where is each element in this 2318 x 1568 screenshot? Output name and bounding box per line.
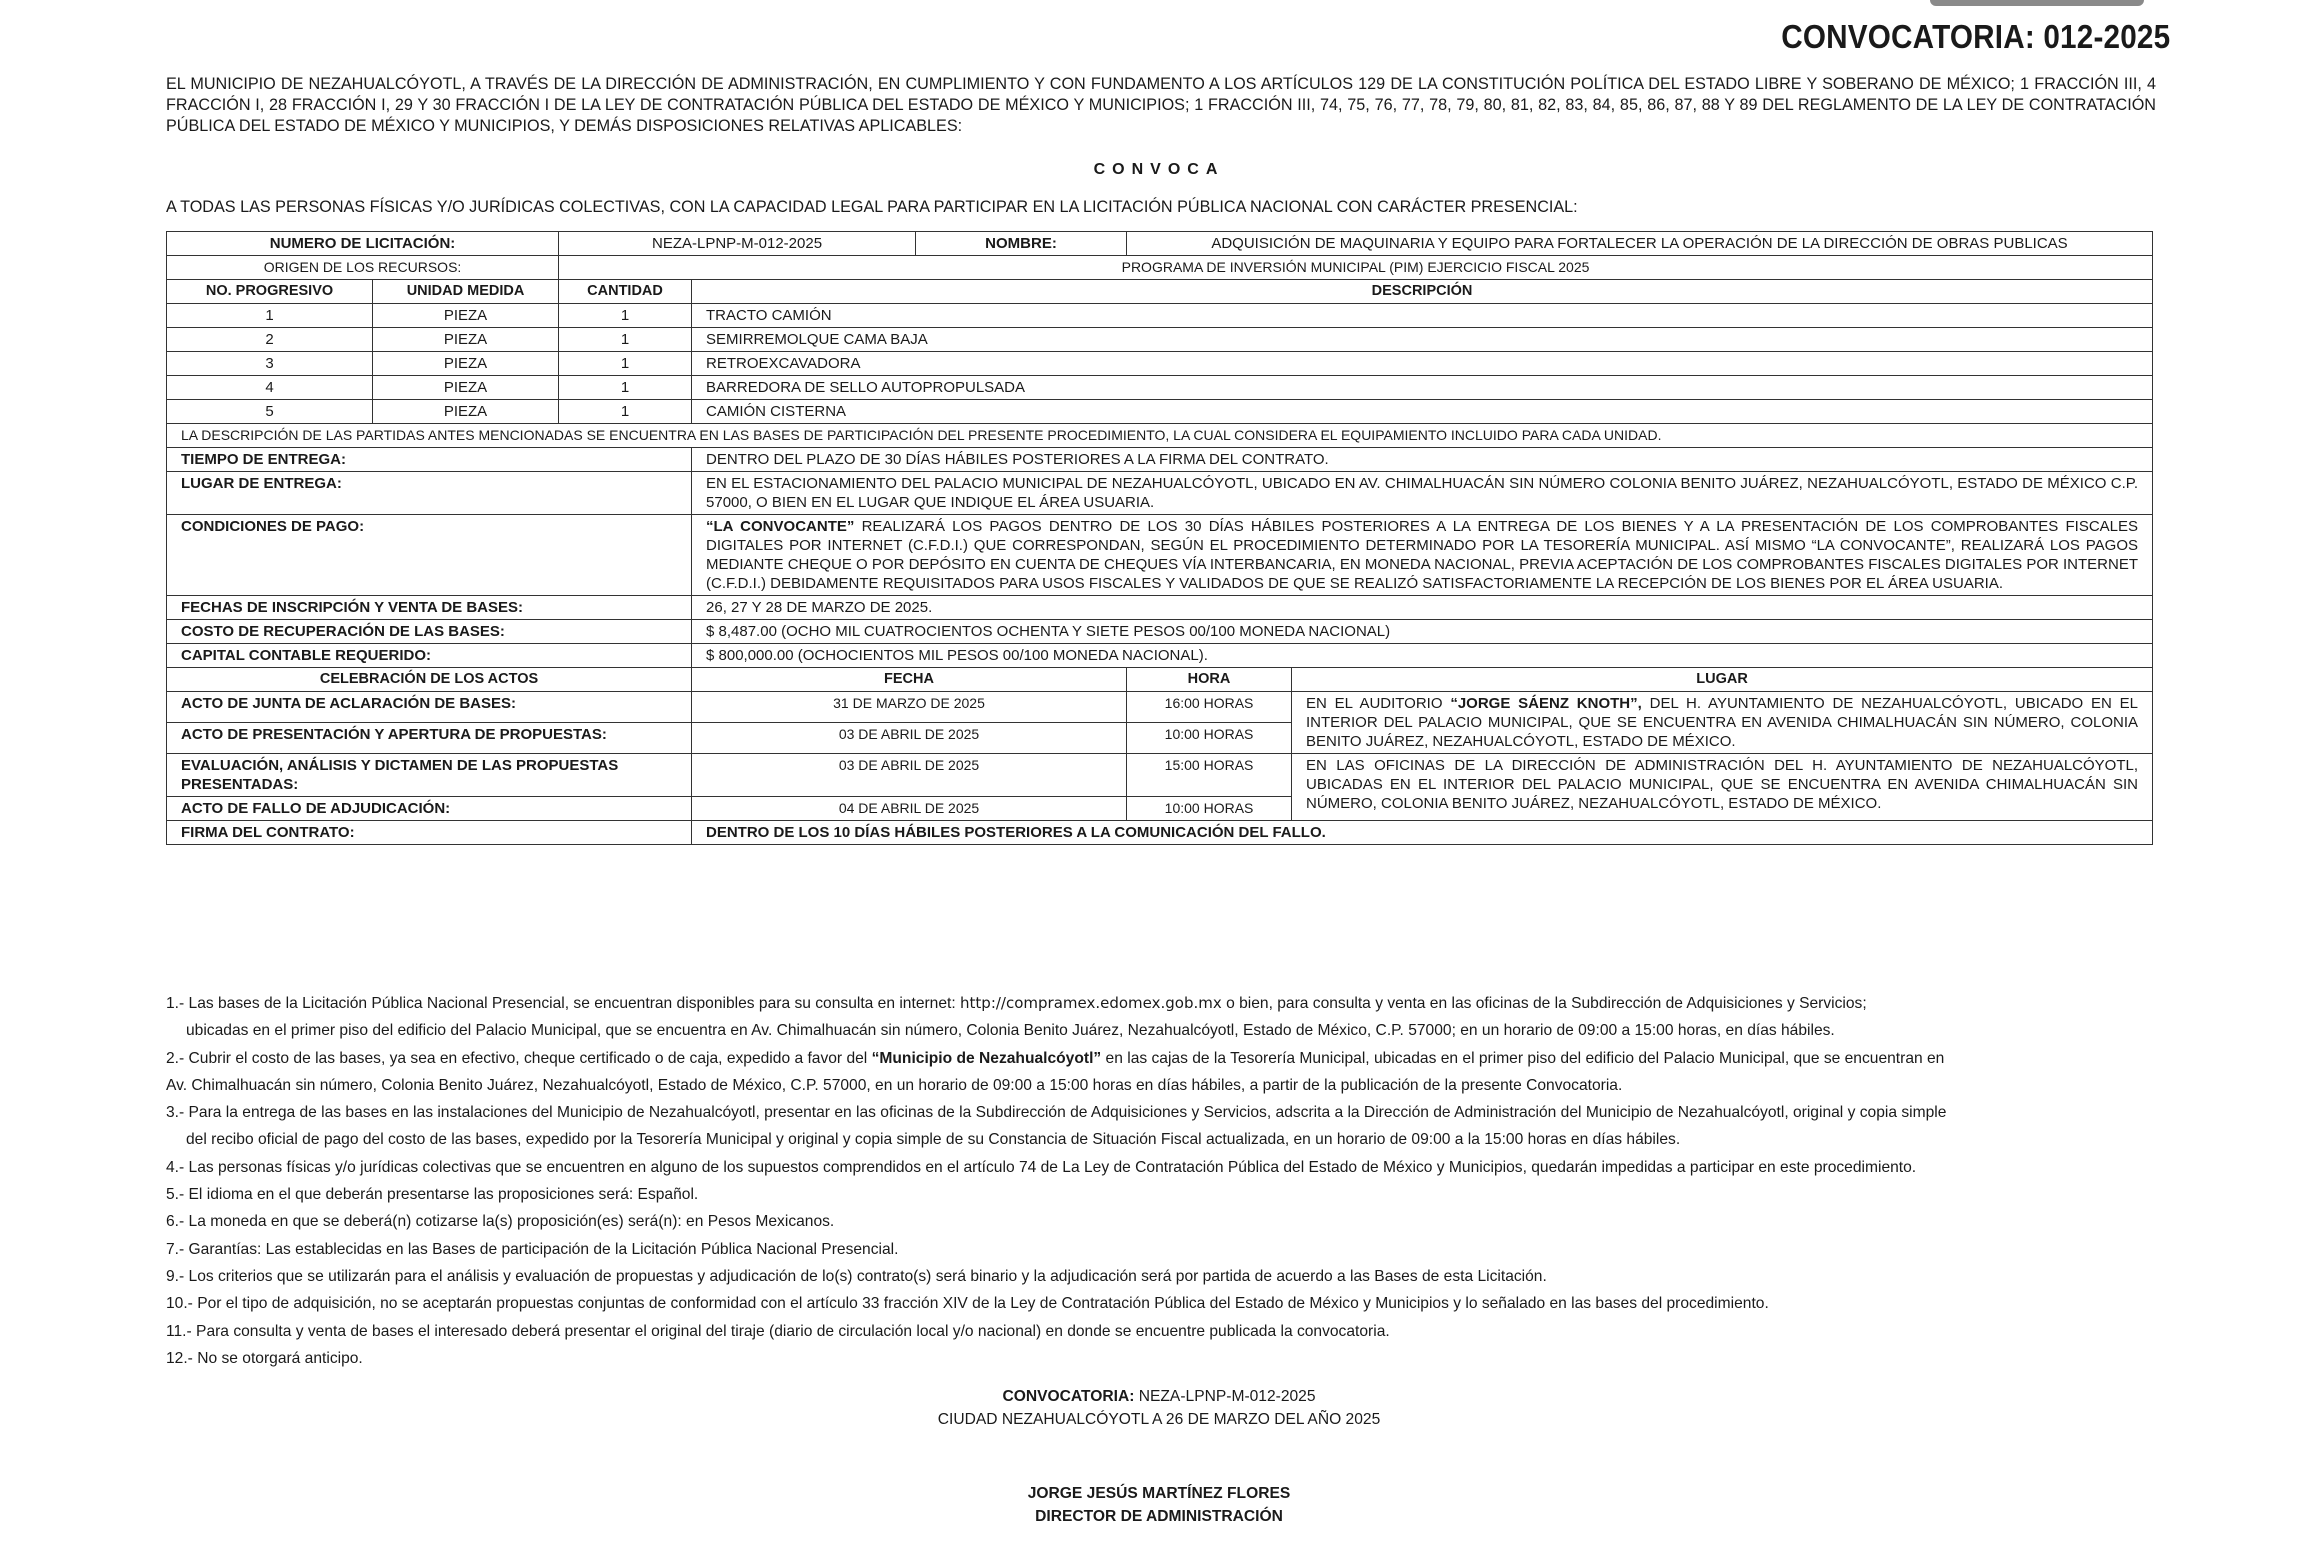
municipio-bold: “Municipio de Nezahualcóyotl”	[871, 1049, 1102, 1067]
col-header-celebracion: CELEBRACIÓN DE LOS ACTOS	[167, 668, 692, 692]
item-unidad: PIEZA	[373, 376, 559, 400]
acto-hora: 10:00 HORAS	[1127, 797, 1292, 821]
firma-row	[167, 821, 2153, 845]
invitation-line: A TODAS LAS PERSONAS FÍSICAS Y/O JURÍDICAS COLECTIVAS, CON LA CAPACIDAD LEGAL PARA PARTICIPAR EN LA LICITACIÓN PÚBLICA NACIONAL CON CARÁCTER PRESENCIAL:	[166, 198, 1578, 216]
acto-name: EVALUACIÓN, ANÁLISIS Y DICTAMEN DE LAS PROPUESTAS PRESENTADAS:	[167, 754, 692, 797]
footer-convocatoria-line	[0, 1385, 2318, 1408]
capital-contable-label: CAPITAL CONTABLE REQUERIDO:	[167, 644, 692, 668]
item-unidad: PIEZA	[373, 328, 559, 352]
fechas-inscripcion-label: FECHAS DE INSCRIPCIÓN Y VENTA DE BASES:	[167, 596, 692, 620]
note-2-text: 2.- Cubrir el costo de las bases, ya sea en efectivo, cheque certificado o de caja, expedido a favor del	[166, 1049, 872, 1067]
footer-conv-label: CONVOCATORIA:	[1002, 1388, 1135, 1405]
acto-row	[167, 692, 2153, 723]
note-2-line-2: Av. Chimalhuacán sin número, Colonia Benito Juárez, Nezahualcóyotl, Estado de México, C.P. 57000, en un horario de 09:00 a 15:00 horas en días hábiles, a partir de la publicación de la presente Convocatoria.	[166, 1076, 1623, 1094]
col-header-lugar: LUGAR	[1292, 668, 2153, 692]
costo-row	[167, 620, 2153, 644]
acto-lugar-auditorio	[1292, 692, 2153, 754]
numero-licitacion-value: NEZA-LPNP-M-012-2025	[559, 232, 916, 256]
item-no: 2	[167, 328, 373, 352]
item-no: 1	[167, 304, 373, 328]
nota-partidas-row	[167, 424, 2153, 448]
tiempo-entrega-label: TIEMPO DE ENTREGA:	[167, 448, 692, 472]
costo-bases-value: $ 8,487.00 (OCHO MIL CUATROCIENTOS OCHENTA Y SIETE PESOS 00/100 MONEDA NACIONAL)	[692, 620, 2153, 644]
lugar-row	[167, 472, 2153, 515]
lugar-entrega-value: EN EL ESTACIONAMIENTO DEL PALACIO MUNICIPAL DE NEZAHUALCÓYOTL, UBICADO EN AV. CHIMALHUACÁN SIN NÚMERO COLONIA BENITO JUÁREZ, NEZAHUALCÓYOTL, ESTADO DE MÉXICO C.P. 57000, O BIEN EN EL LUGAR QUE INDIQUE EL ÁREA USUARIA.	[692, 472, 2153, 515]
note-11: 11.- Para consulta y venta de bases el interesado deberá presentar el original del tiraje (diario de circulación local y/o nacional) en donde se encuentre publicada la convocatoria.	[166, 1322, 1390, 1340]
note-3-line-2: del recibo oficial de pago del costo de las bases, expedido por la Tesorería Municipal y original y copia simple de su Constancia de Situación Fiscal actualizada, en un horario de 09:00 a la 15:00 horas en días hábiles.	[186, 1131, 1681, 1149]
item-descripcion: RETROEXCAVADORA	[692, 352, 2153, 376]
item-no: 5	[167, 400, 373, 424]
footer-ciudad-fecha: CIUDAD NEZAHUALCÓYOTL A 26 DE MARZO DEL AÑO 2025	[937, 1411, 1381, 1428]
footer-signature	[0, 1482, 2318, 1528]
lugar-auditorio-post: DEL H. AYUNTAMIENTO DE NEZAHUALCÓYOTL, UBICADO EN EL INTERIOR DEL PALACIO MUNICIPAL, QUE SE ENCUENTRA EN AVENIDA CHIMALHUACÁN SIN NÚMERO, COLONIA BENITO JUÁREZ, NEZAHUALCÓYOTL, ESTADO DE MÉXICO.	[1306, 695, 2139, 750]
acto-lugar-oficinas: EN LAS OFICINAS DE LA DIRECCIÓN DE ADMINISTRACIÓN DEL H. AYUNTAMIENTO DE NEZAHUALCÓYOTL, UBICADAS EN EL INTERIOR DEL PALACIO MUNICIPAL, QUE SE ENCUENTRA EN AVENIDA CHIMALHUACÁN SIN NÚMERO, COLONIA BENITO JUÁREZ, NEZAHUALCÓYOTL, ESTADO DE MÉXICO.	[1292, 754, 2153, 821]
pago-row	[167, 515, 2153, 596]
item-unidad: PIEZA	[373, 352, 559, 376]
items-header-row	[167, 280, 2153, 304]
item-row	[167, 328, 2153, 352]
item-row	[167, 376, 2153, 400]
condiciones-pago-text: REALIZARÁ LOS PAGOS DENTRO DE LOS 30 DÍAS HÁBILES POSTERIORES A LA ENTREGA DE LOS BIENES Y A LA PRESENTACIÓN DE LOS COMPROBANTES FISCALES DIGITALES POR INTERNET (C.F.D.I.) QUE CORRESPONDAN, SEGÚN EL PROCEDIMIENTO DETERMINADO POR LA TESORERÍA MUNICIPAL. ASÍ MISMO “LA CONVOCANTE”, REALIZARÁ LOS PAGOS MEDIANTE CHEQUE O POR DEPÓSITO EN CUENTA DE CHEQUES VÍA INTERBANCARIA, EN MONEDA NACIONAL, PREVIA ACEPTACIÓN DE LOS COMPROBANTES FISCALES DIGITALES POR INTERNET (C.F.D.I.) DEBIDAMENTE REQUISITADOS PARA USOS FISCALES Y VALIDADOS DE QUE SE REALIZÓ SATISFACTORIAMENTE LA RECEPCIÓN DE LOS BIENES POR EL ÁREA USUARIA.	[706, 518, 2139, 592]
col-header-fecha: FECHA	[692, 668, 1127, 692]
capital-row	[167, 644, 2153, 668]
item-descripcion: BARREDORA DE SELLO AUTOPROPULSADA	[692, 376, 2153, 400]
item-row	[167, 352, 2153, 376]
acto-name: ACTO DE PRESENTACIÓN Y APERTURA DE PROPUESTAS:	[167, 723, 692, 754]
tiempo-row	[167, 448, 2153, 472]
firma-contrato-value: DENTRO DE LOS 10 DÍAS HÁBILES POSTERIORES A LA COMUNICACIÓN DEL FALLO.	[692, 821, 2153, 845]
note-5: 5.- El idioma en el que deberán presentarse las proposiciones será: Español.	[166, 1186, 699, 1204]
fechas-inscripcion-value: 26, 27 Y 28 DE MARZO DE 2025.	[692, 596, 2153, 620]
convoca-heading: CONVOCA	[1093, 161, 1225, 178]
acto-hora: 16:00 HORAS	[1127, 692, 1292, 723]
fechas-row	[167, 596, 2153, 620]
costo-bases-label: COSTO DE RECUPERACIÓN DE LAS BASES:	[167, 620, 692, 644]
note-1-text-cont: o bien, para consulta y venta en las oficinas de la Subdirección de Adquisiciones y Servicios;	[1221, 995, 1867, 1012]
item-cantidad: 1	[559, 400, 692, 424]
acto-fecha: 31 DE MARZO DE 2025	[692, 692, 1127, 723]
firmante-name: JORGE JESÚS MARTÍNEZ FLORES	[1027, 1485, 1291, 1502]
notes-list	[166, 990, 2126, 1372]
item-cantidad: 1	[559, 376, 692, 400]
note-2	[166, 1045, 2126, 1072]
note-12: 12.- No se otorgará anticipo.	[166, 1349, 363, 1367]
acto-row	[167, 754, 2153, 797]
item-no: 4	[167, 376, 373, 400]
note-9: 9.- Los criterios que se utilizarán para el análisis y evaluación de propuestas y adjudicación de lo(s) contrato(s) será binario y la adjudicación será por partida de acuerdo a las Bases de esta Licitación.	[166, 1267, 1547, 1285]
note-2-text-cont: en las cajas de la Tesorería Municipal, ubicadas en el primer piso del edificio del Palacio Municipal, que se encuentran en	[1101, 1049, 1945, 1067]
actos-header-row	[167, 668, 2153, 692]
footer-convocatoria	[0, 1385, 2318, 1431]
acto-hora: 15:00 HORAS	[1127, 754, 1292, 797]
convocante-bold: “LA CONVOCANTE”	[706, 518, 855, 535]
condiciones-pago-label: CONDICIONES DE PAGO:	[167, 515, 692, 596]
item-unidad: PIEZA	[373, 400, 559, 424]
origen-value: PROGRAMA DE INVERSIÓN MUNICIPAL (PIM) EJERCICIO FISCAL 2025	[559, 256, 2153, 280]
origen-row	[167, 256, 2153, 280]
footer-conv-value: NEZA-LPNP-M-012-2025	[1134, 1388, 1316, 1405]
item-cantidad: 1	[559, 304, 692, 328]
capital-contable-value: $ 800,000.00 (OCHOCIENTOS MIL PESOS 00/100 MONEDA NACIONAL).	[692, 644, 2153, 668]
col-header-hora: HORA	[1127, 668, 1292, 692]
note-1-line-2: ubicadas en el primer piso del edificio del Palacio Municipal, que se encuentra en Av. Chimalhuacán sin número, Colonia Benito Juárez, Nezahualcóyotl, Estado de México, C.P. 57000; en un horario de 09:00 a 15:00 horas, en días hábiles.	[186, 1022, 1835, 1040]
item-no: 3	[167, 352, 373, 376]
tiempo-entrega-value: DENTRO DEL PLAZO DE 30 DÍAS HÁBILES POSTERIORES A LA FIRMA DEL CONTRATO.	[692, 448, 2153, 472]
nombre-label: NOMBRE:	[916, 232, 1127, 256]
acto-hora: 10:00 HORAS	[1127, 723, 1292, 754]
acto-name: ACTO DE FALLO DE ADJUDICACIÓN:	[167, 797, 692, 821]
note-10: 10.- Por el tipo de adquisición, no se aceptarán propuestas conjuntas de conformidad con el artículo 33 fracción XIV de la Ley de Contratación Pública del Estado de México y Municipios y lo señalado en las bases del procedimiento.	[166, 1295, 1769, 1313]
col-header-cantidad: CANTIDAD	[559, 280, 692, 304]
item-descripcion: TRACTO CAMIÓN	[692, 304, 2153, 328]
auditorio-name: “JORGE SÁENZ KNOTH”,	[1450, 695, 1642, 712]
convocatoria-title: CONVOCATORIA: 012-2025	[1780, 18, 2170, 55]
item-cantidad: 1	[559, 352, 692, 376]
item-row	[167, 400, 2153, 424]
lugar-entrega-label: LUGAR DE ENTREGA:	[167, 472, 692, 515]
item-unidad: PIEZA	[373, 304, 559, 328]
firma-contrato-label: FIRMA DEL CONTRATO:	[167, 821, 692, 845]
nota-partidas: LA DESCRIPCIÓN DE LAS PARTIDAS ANTES MENCIONADAS SE ENCUENTRA EN LAS BASES DE PARTICIPACIÓN DEL PRESENTE PROCEDIMIENTO, LA CUAL CONSIDERA EL EQUIPAMIENTO INCLUIDO PARA CADA UNIDAD.	[167, 424, 2153, 448]
note-4: 4.- Las personas físicas y/o jurídicas colectivas que se encuentren en alguno de los supuestos comprendidos en el artículo 74 de La Ley de Contratación Pública del Estado de México y Municipios, quedarán impedidas a participar en este procedimiento.	[166, 1158, 1917, 1176]
item-descripcion: SEMIRREMOLQUE CAMA BAJA	[692, 328, 2153, 352]
licitacion-header-row	[167, 232, 2153, 256]
col-header-descripcion: DESCRIPCIÓN	[692, 280, 2153, 304]
intro-paragraph: EL MUNICIPIO DE NEZAHUALCÓYOTL, A TRAVÉS DE LA DIRECCIÓN DE ADMINISTRACIÓN, EN CUMPLIMIENTO Y CON FUNDAMENTO A LOS ARTÍCULOS 129 DE LA CONSTITUCIÓN POLÍTICA DEL ESTADO LIBRE Y SOBERANO DE MÉXICO; 1 FRACCIÓN III, 4 FRACCIÓN I, 28 FRACCIÓN I, 29 Y 30 FRACCIÓN I DE LA LEY DE CONTRATACIÓN PÚBLICA DEL ESTADO DE MÉXICO Y MUNICIPIOS; 1 FRACCIÓN III, 74, 75, 76, 77, 78, 79, 80, 81, 82, 83, 84, 85, 86, 87, 88 Y 89 DEL REGLAMENTO DE LA LEY DE CONTRATACIÓN PÚBLICA DEL ESTADO DE MÉXICO Y MUNICIPIOS, Y DEMÁS DISPOSICIONES RELATIVAS APLICABLES:	[166, 75, 2156, 135]
nombre-value: ADQUISICIÓN DE MAQUINARIA Y EQUIPO PARA FORTALECER LA OPERACIÓN DE LA DIRECCIÓN DE OBRAS PUBLICAS	[1127, 232, 2153, 256]
lugar-auditorio-pre: EN EL AUDITORIO	[1306, 695, 1451, 712]
numero-licitacion-label: NUMERO DE LICITACIÓN:	[167, 232, 559, 256]
acto-fecha: 04 DE ABRIL DE 2025	[692, 797, 1127, 821]
compramex-link[interactable]: http://compramex.edomex.gob.mx	[960, 994, 1222, 1012]
firmante-cargo: DIRECTOR DE ADMINISTRACIÓN	[1035, 1508, 1283, 1525]
top-decorative-bar	[1930, 0, 2144, 6]
note-3: 3.- Para la entrega de las bases en las instalaciones del Municipio de Nezahualcóyotl, presentar en las oficinas de la Subdirección de Adquisiciones y Servicios, adscrita a la Dirección de Administración del Municipio de Nezahualcóyotl, original y copia simple	[166, 1104, 1947, 1122]
condiciones-pago-value	[692, 515, 2153, 596]
col-header-unidad: UNIDAD MEDIDA	[373, 280, 559, 304]
acto-name: ACTO DE JUNTA DE ACLARACIÓN DE BASES:	[167, 692, 692, 723]
note-1-text: 1.- Las bases de la Licitación Pública Nacional Presencial, se encuentran disponibles para su consulta en internet:	[166, 995, 961, 1012]
licitacion-table	[166, 231, 2153, 845]
item-row	[167, 304, 2153, 328]
acto-fecha: 03 DE ABRIL DE 2025	[692, 723, 1127, 754]
note-6: 6.- La moneda en que se deberá(n) cotizarse la(s) proposición(es) será(n): en Pesos Mexicanos.	[166, 1213, 835, 1231]
item-cantidad: 1	[559, 328, 692, 352]
col-header-progresivo: NO. PROGRESIVO	[167, 280, 373, 304]
note-1	[166, 990, 2126, 1017]
item-descripcion: CAMIÓN CISTERNA	[692, 400, 2153, 424]
note-7: 7.- Garantías: Las establecidas en las Bases de participación de la Licitación Pública Nacional Presencial.	[166, 1240, 899, 1258]
origen-label: ORIGEN DE LOS RECURSOS:	[167, 256, 559, 280]
acto-fecha: 03 DE ABRIL DE 2025	[692, 754, 1127, 797]
